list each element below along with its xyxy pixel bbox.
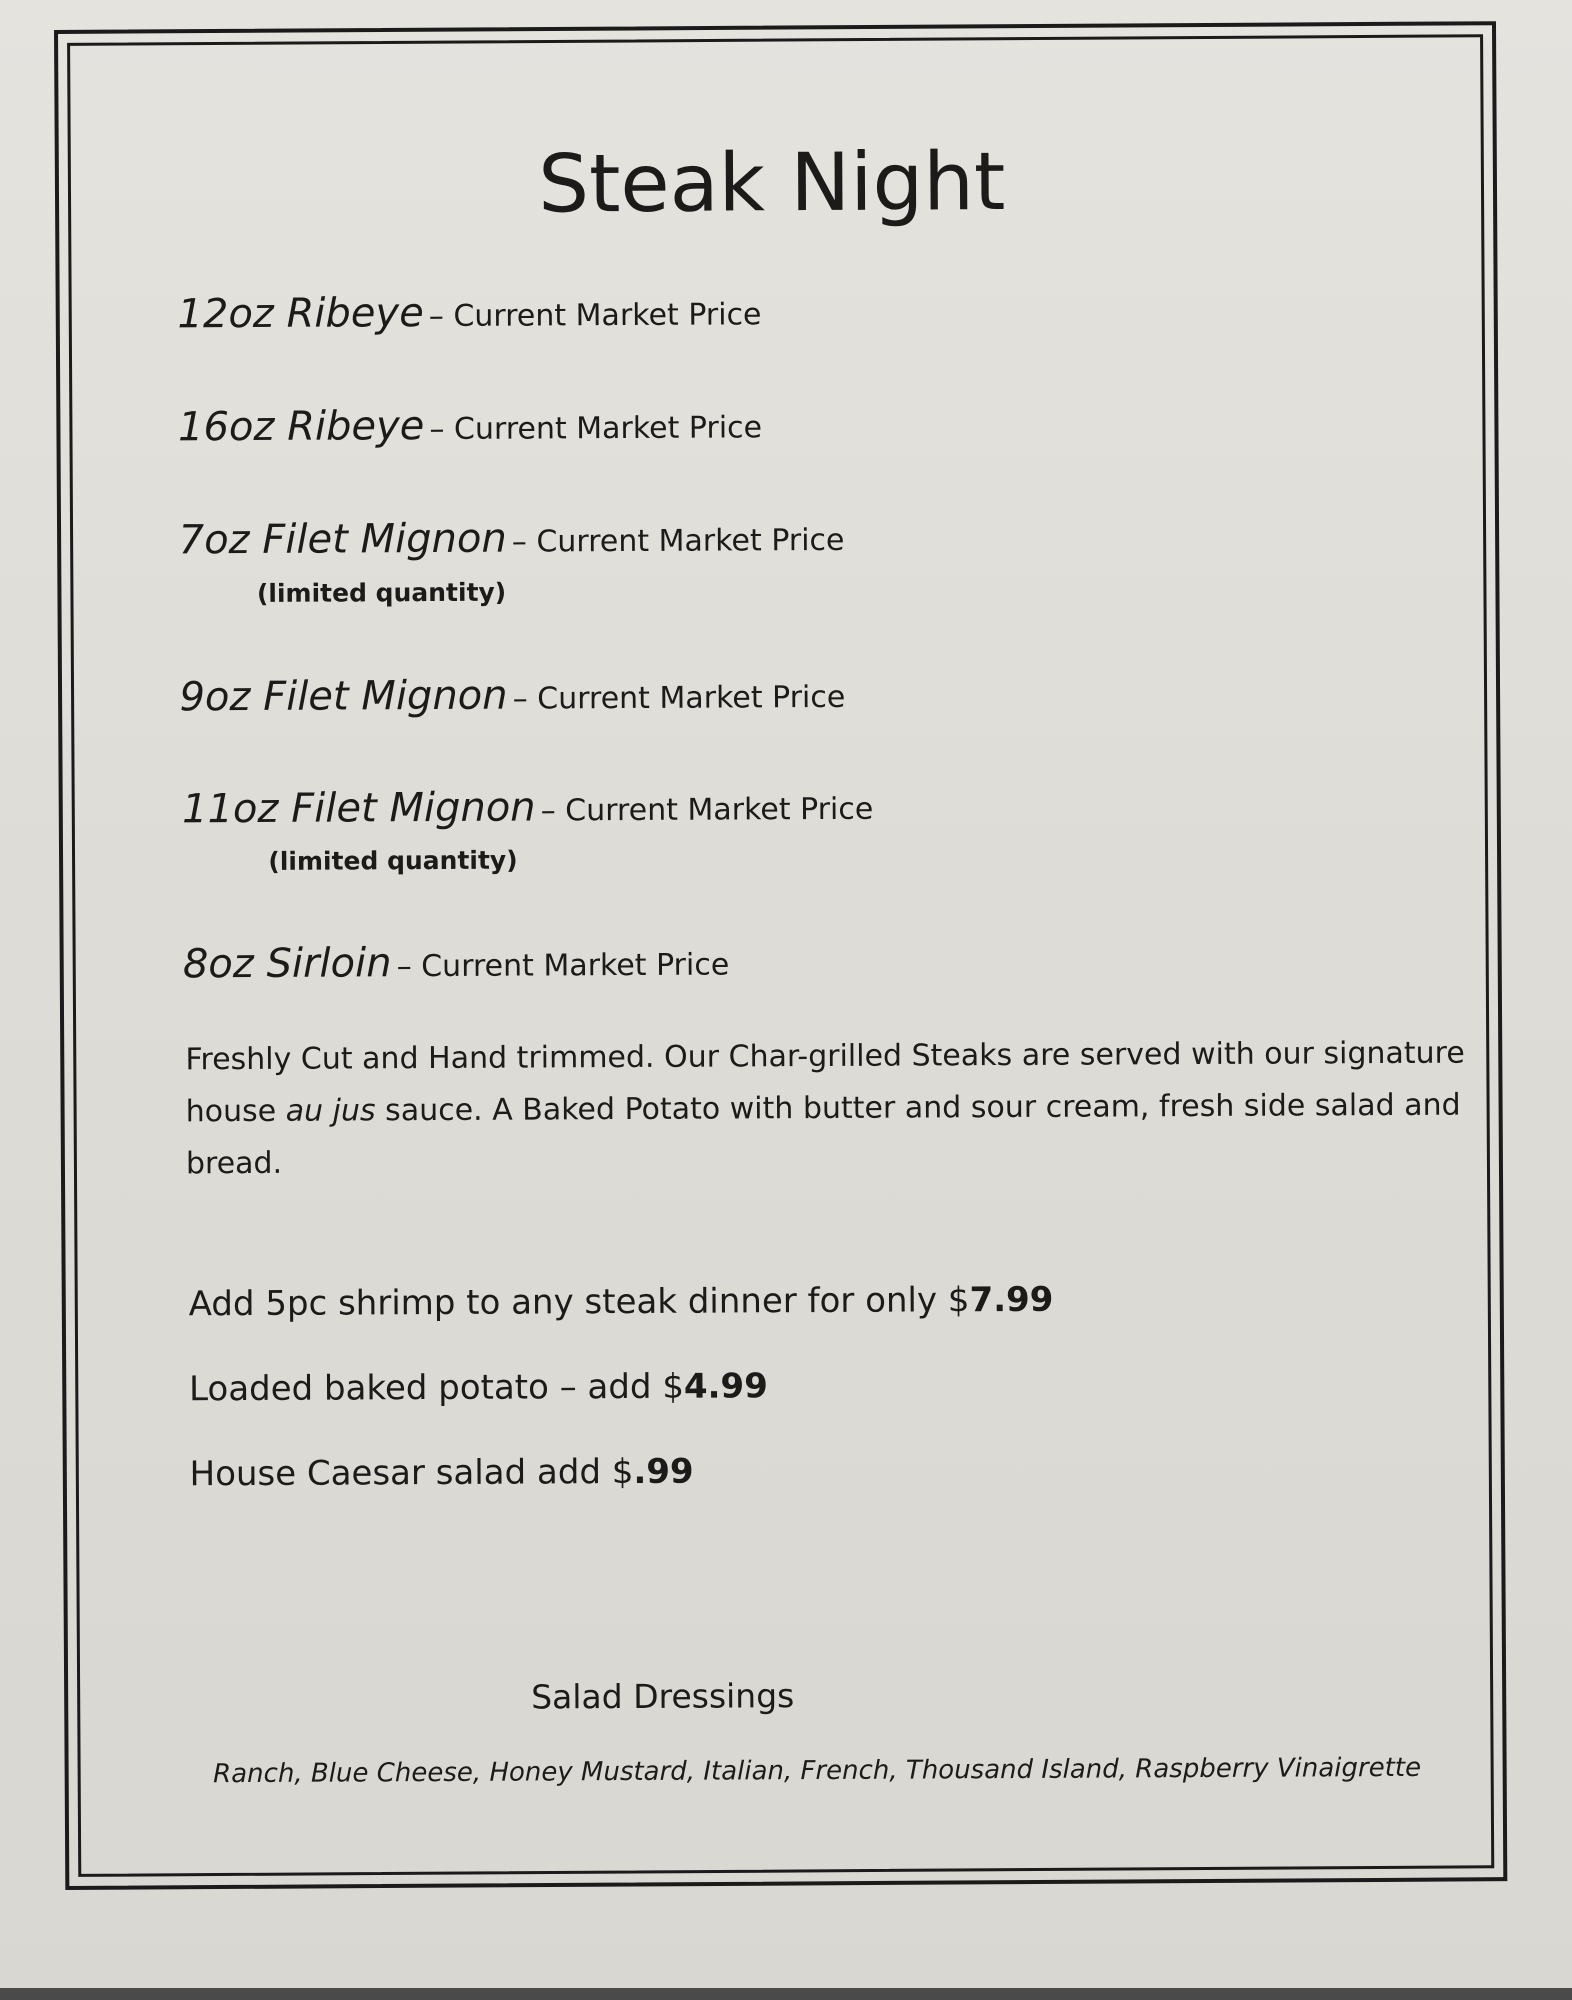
menu-item	[182, 783, 873, 833]
menu-item	[183, 938, 730, 987]
item-name: 8oz Sirloin	[182, 940, 392, 988]
addon-amount: 7.99	[969, 1279, 1054, 1321]
description-text: sauce. A Baked Potato with butter and sour cream, fresh side salad and bread.	[185, 1087, 1461, 1182]
addon-text: Add 5pc shrimp to any steak dinner for only $	[188, 1280, 970, 1325]
item-name: 16oz Ribeye	[177, 403, 425, 451]
item-name: 9oz Filet Mignon	[179, 672, 508, 721]
addon-text: House Caesar salad add $	[189, 1451, 634, 1495]
menu-content	[54, 22, 1498, 1881]
table-edge	[0, 1988, 1572, 2000]
addon-item	[189, 1280, 1054, 1325]
item-price: – Current Market Price	[511, 522, 845, 560]
menu-item	[178, 401, 762, 450]
addon-item	[189, 1366, 768, 1409]
addon-amount: 4.99	[683, 1366, 768, 1407]
menu-item	[177, 288, 761, 337]
description-italic: au jus	[285, 1093, 376, 1129]
addon-text: Loaded baked potato – add $	[189, 1366, 685, 1410]
item-name: 7oz Filet Mignon	[178, 515, 507, 564]
item-price: – Current Market Price	[428, 297, 762, 335]
item-name: 11oz Filet Mignon	[181, 784, 536, 833]
dressings-list: Ranch, Blue Cheese, Honey Mustard, Italian, French, Thousand Island, Raspberry Vinaigrette	[213, 1752, 1422, 1790]
item-price: – Current Market Price	[540, 791, 874, 829]
item-price: – Current Market Price	[512, 679, 846, 717]
menu-title: Steak Night	[538, 135, 1006, 231]
addon-item	[189, 1452, 693, 1495]
addon-amount: .99	[633, 1451, 694, 1492]
dressings-title: Salad Dressings	[531, 1676, 795, 1717]
item-note: (limited quantity)	[256, 577, 507, 608]
item-price: – Current Market Price	[429, 410, 763, 448]
description-text: Freshly Cut and Hand trimmed. Our Char-grilled Steaks are served with our signature house	[185, 1035, 1465, 1130]
item-price: – Current Market Price	[396, 947, 730, 985]
item-name: 12oz Ribeye	[177, 290, 424, 338]
menu-item	[179, 514, 845, 563]
item-note: (limited quantity)	[268, 845, 518, 876]
menu-item	[179, 671, 845, 720]
steak-description	[185, 1028, 1476, 1191]
